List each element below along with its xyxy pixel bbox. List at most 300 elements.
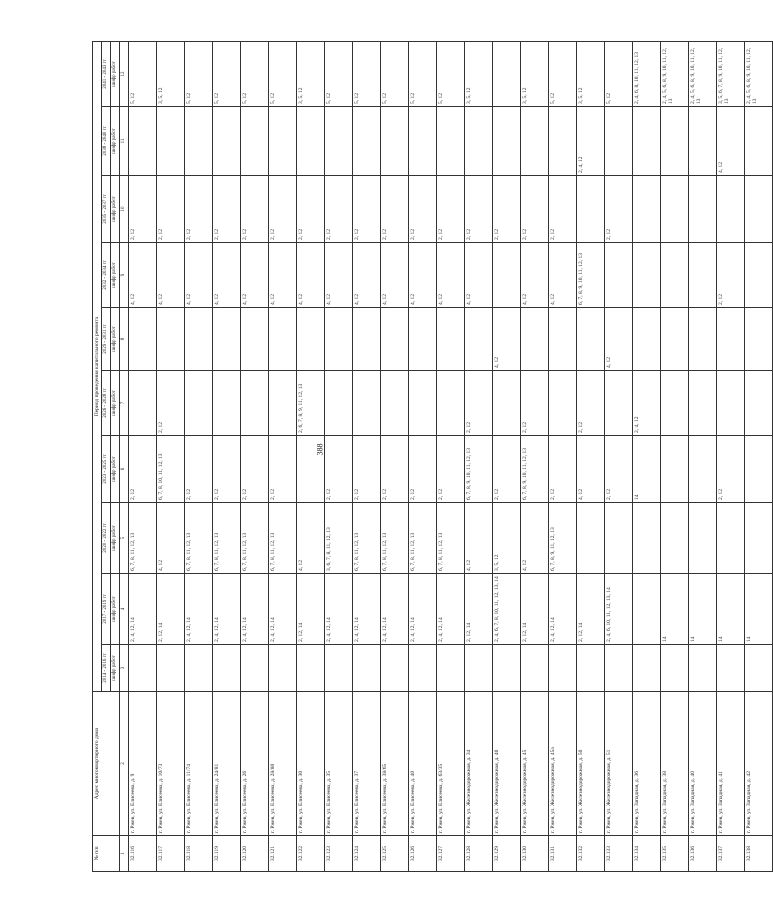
- work-codes-cell: [604, 503, 632, 574]
- work-codes-cell: [576, 308, 604, 371]
- work-codes-cell: [408, 645, 436, 692]
- work-codes-cell: 14: [632, 436, 660, 503]
- work-codes-cell: 4, 12: [184, 243, 212, 308]
- work-codes-cell: [660, 107, 688, 176]
- work-codes-cell: 6, 7, 8, 9, 10, 11, 12, 13: [576, 243, 604, 308]
- work-codes-cell: [324, 371, 352, 436]
- work-codes-cell: [268, 645, 296, 692]
- work-codes-cell: [324, 107, 352, 176]
- work-codes-cell: 2, 6, 7, 8, 9, 11, 12, 13: [296, 371, 324, 436]
- work-codes-cell: [380, 107, 408, 176]
- work-codes-cell: 4, 12: [156, 503, 184, 574]
- work-codes-cell: 2, 4, 12, 14: [184, 574, 212, 645]
- work-codes-cell: 5, 12: [128, 41, 156, 106]
- work-codes-cell: 2, 12: [184, 436, 212, 503]
- work-codes-cell: 2, 4, 6, 8, 10, 11, 12, 13: [632, 41, 660, 106]
- column-number: 7: [120, 371, 129, 436]
- row-number: 32.122: [296, 836, 324, 872]
- table-row: [576, 41, 604, 871]
- row-address: г. Ржев, ул. Елисеева, д. 28/80: [268, 692, 296, 836]
- work-codes-cell: [436, 645, 464, 692]
- row-number: 32.138: [744, 836, 772, 872]
- work-codes-cell: 3, 5, 12: [464, 41, 492, 106]
- work-codes-cell: [660, 308, 688, 371]
- row-number: 32.128: [464, 836, 492, 872]
- row-address: г. Ржев, ул. Западная, д. 40: [688, 692, 716, 836]
- work-codes-cell: [296, 107, 324, 176]
- table-body: [128, 41, 772, 871]
- work-codes-cell: [436, 308, 464, 371]
- work-codes-cell: 4, 12: [240, 243, 268, 308]
- row-address: г. Ржев, ул. Западная, д. 41: [716, 692, 744, 836]
- work-codes-cell: 2, 12: [156, 371, 184, 436]
- header-num: № п/п: [93, 836, 120, 872]
- work-codes-cell: [156, 107, 184, 176]
- header-code-label: шифр работ: [111, 574, 120, 645]
- work-codes-cell: 6, 7, 8, 9, 11, 12, 13: [548, 503, 576, 574]
- work-codes-cell: [632, 176, 660, 243]
- row-address: г. Ржев, ул. Западная, д. 36: [632, 692, 660, 836]
- work-codes-cell: 3, 5, 6, 7, 8, 9, 10, 11, 12, 13: [716, 41, 744, 106]
- work-codes-cell: [744, 308, 772, 371]
- work-codes-cell: [576, 176, 604, 243]
- header-code-label: шифр работ: [111, 436, 120, 503]
- header-code-label: шифр работ: [111, 371, 120, 436]
- work-codes-cell: 2, 12: [212, 176, 240, 243]
- row-address: г. Ржев, ул. Железнодорожная, д. 34: [464, 692, 492, 836]
- work-codes-cell: 4, 12: [548, 243, 576, 308]
- work-codes-cell: [240, 308, 268, 371]
- work-codes-cell: 5, 12: [408, 41, 436, 106]
- work-codes-cell: [548, 107, 576, 176]
- work-codes-cell: [268, 107, 296, 176]
- row-number: 32.120: [240, 836, 268, 872]
- work-codes-cell: 2, 4, 5, 6, 8, 9, 10, 11, 12, 13: [744, 41, 772, 106]
- work-codes-cell: 2, 12: [184, 176, 212, 243]
- row-number: 32.135: [660, 836, 688, 872]
- work-codes-cell: 2, 12: [492, 176, 520, 243]
- work-codes-cell: 6, 7, 8, 11, 12, 13: [436, 503, 464, 574]
- work-codes-cell: [492, 645, 520, 692]
- table-header: [93, 41, 129, 871]
- work-codes-cell: 2, 4, 12, 14: [352, 574, 380, 645]
- row-address: г. Ржев, ул. Железнодорожная, д. 40: [492, 692, 520, 836]
- work-codes-cell: 2, 12: [520, 176, 548, 243]
- work-codes-cell: [268, 371, 296, 436]
- work-codes-cell: 6, 7, 8, 11, 12, 13: [240, 503, 268, 574]
- column-number: 10: [120, 176, 129, 243]
- row-number: 32.133: [604, 836, 632, 872]
- work-codes-cell: 2, 12: [520, 371, 548, 436]
- work-codes-cell: 2, 12: [492, 436, 520, 503]
- table-row: [268, 41, 296, 871]
- work-codes-cell: 2, 12: [296, 176, 324, 243]
- work-codes-cell: 2, 12: [604, 176, 632, 243]
- row-address: г. Ржев, ул. Западная, д. 42: [744, 692, 772, 836]
- work-codes-cell: [296, 308, 324, 371]
- table-row: [324, 41, 352, 871]
- work-codes-cell: 2, 12: [352, 436, 380, 503]
- work-codes-cell: 2, 4, 5, 6, 8, 9, 10, 11, 12, 13: [660, 41, 688, 106]
- column-number: 1: [120, 836, 129, 872]
- table-row: [380, 41, 408, 871]
- table-row: [604, 41, 632, 871]
- work-codes-cell: [688, 243, 716, 308]
- work-codes-cell: [212, 371, 240, 436]
- row-number: 32.123: [324, 836, 352, 872]
- work-codes-cell: [632, 308, 660, 371]
- work-codes-cell: [632, 503, 660, 574]
- work-codes-cell: 2, 12, 14: [464, 574, 492, 645]
- table-row: [688, 41, 716, 871]
- header-code-label: шифр работ: [111, 107, 120, 176]
- row-number: 32.136: [688, 836, 716, 872]
- work-codes-cell: 3, 5, 12: [492, 503, 520, 574]
- header-year: 2023 - 2025 гг: [102, 436, 111, 503]
- row-address: г. Ржев, ул. Елисеева, д. 30: [296, 692, 324, 836]
- work-codes-cell: [660, 176, 688, 243]
- work-codes-cell: [156, 308, 184, 371]
- work-codes-cell: [716, 371, 744, 436]
- column-number: 2: [120, 692, 129, 836]
- work-codes-cell: 4, 12: [380, 243, 408, 308]
- work-codes-cell: 2, 12: [128, 436, 156, 503]
- table-row: [436, 41, 464, 871]
- work-codes-cell: [744, 371, 772, 436]
- work-codes-cell: 6, 7, 8, 10, 11, 12, 13: [156, 436, 184, 503]
- row-number: 32.137: [716, 836, 744, 872]
- work-codes-cell: [408, 308, 436, 371]
- work-codes-cell: 2, 12: [548, 176, 576, 243]
- row-address: г. Ржев, ул. Елисеева, д. 40: [408, 692, 436, 836]
- work-codes-cell: 4, 12: [296, 243, 324, 308]
- work-codes-cell: 6, 7, 8, 11, 12, 13: [268, 503, 296, 574]
- work-codes-cell: [716, 308, 744, 371]
- table-row: [520, 41, 548, 871]
- work-codes-cell: 4, 12: [520, 243, 548, 308]
- page-number: 388: [315, 443, 325, 456]
- header-period: Период проведения капитального ремонта: [93, 41, 102, 691]
- work-codes-cell: 2, 4, 12, 14: [240, 574, 268, 645]
- work-codes-cell: 3, 6, 7, 8, 11, 12, 13: [324, 503, 352, 574]
- work-codes-cell: [688, 645, 716, 692]
- capital-repair-table: [92, 41, 773, 872]
- work-codes-cell: [660, 436, 688, 503]
- row-address: г. Ржев, ул. Железнодорожная, д. 45а: [548, 692, 576, 836]
- column-number: 9: [120, 243, 129, 308]
- row-address: г. Ржев, ул. Елисеева, д. 26: [240, 692, 268, 836]
- work-codes-cell: 2, 12, 14: [296, 574, 324, 645]
- column-number: 5: [120, 503, 129, 574]
- work-codes-cell: 2, 12: [324, 436, 352, 503]
- work-codes-cell: 2, 12: [240, 436, 268, 503]
- work-codes-cell: [436, 371, 464, 436]
- work-codes-cell: 4, 12: [464, 243, 492, 308]
- work-codes-cell: 4, 12: [296, 503, 324, 574]
- row-address: г. Ржев, ул. Елисеева, д. 10/73: [156, 692, 184, 836]
- work-codes-cell: [744, 503, 772, 574]
- work-codes-cell: 4, 12: [716, 107, 744, 176]
- work-codes-cell: [688, 436, 716, 503]
- row-address: г. Ржев, ул. Западная, д. 38: [660, 692, 688, 836]
- work-codes-cell: 2, 4, 12, 14: [548, 574, 576, 645]
- work-codes-cell: 2, 12: [380, 176, 408, 243]
- row-address: г. Ржев, ул. Елисеева, д. 37: [352, 692, 380, 836]
- row-address: г. Ржев, ул. Елисеева, д. 63/35: [436, 692, 464, 836]
- work-codes-cell: [632, 107, 660, 176]
- work-codes-cell: [744, 645, 772, 692]
- header-code-label: шифр работ: [111, 176, 120, 243]
- work-codes-cell: 6, 7, 8, 11, 12, 13: [212, 503, 240, 574]
- work-codes-cell: 2, 12: [240, 176, 268, 243]
- header-code-label: шифр работ: [111, 243, 120, 308]
- work-codes-cell: 2, 12: [436, 176, 464, 243]
- work-codes-cell: [184, 371, 212, 436]
- work-codes-cell: [128, 645, 156, 692]
- work-codes-cell: [380, 308, 408, 371]
- work-codes-cell: [744, 107, 772, 176]
- work-codes-cell: 4, 12: [520, 503, 548, 574]
- work-codes-cell: [688, 176, 716, 243]
- row-address: г. Ржев, ул. Елисеева, д. 9: [128, 692, 156, 836]
- header-year: 2020 - 2022 гг: [102, 503, 111, 574]
- work-codes-cell: [744, 436, 772, 503]
- header-code-label: шифр работ: [111, 41, 120, 106]
- table-row: [184, 41, 212, 871]
- work-codes-cell: [324, 645, 352, 692]
- work-codes-cell: [520, 107, 548, 176]
- work-codes-cell: [716, 176, 744, 243]
- table-row: [492, 41, 520, 871]
- row-number: 32.131: [548, 836, 576, 872]
- row-number: 32.119: [212, 836, 240, 872]
- work-codes-cell: [296, 645, 324, 692]
- header-year: 2035 - 2037 гг: [102, 176, 111, 243]
- table-row: [128, 41, 156, 871]
- work-codes-cell: 2, 12: [268, 436, 296, 503]
- work-codes-cell: 2, 4, 12, 14: [436, 574, 464, 645]
- work-codes-cell: 2, 4, 12, 14: [408, 574, 436, 645]
- work-codes-cell: [296, 436, 324, 503]
- work-codes-cell: [492, 371, 520, 436]
- work-codes-cell: [548, 371, 576, 436]
- row-number: 32.134: [632, 836, 660, 872]
- work-codes-cell: [240, 107, 268, 176]
- header-year: 2014 - 2016 гг: [102, 645, 111, 692]
- work-codes-cell: [380, 371, 408, 436]
- work-codes-cell: [660, 503, 688, 574]
- work-codes-cell: 2, 12: [156, 176, 184, 243]
- row-number: 32.116: [128, 836, 156, 872]
- work-codes-cell: 4, 12: [436, 243, 464, 308]
- work-codes-cell: 2, 12, 14: [576, 574, 604, 645]
- row-number: 32.129: [492, 836, 520, 872]
- work-codes-cell: 6, 7, 8, 11, 12, 13: [380, 503, 408, 574]
- work-codes-cell: 6, 7, 8, 11, 12, 13: [184, 503, 212, 574]
- work-codes-cell: [212, 107, 240, 176]
- work-codes-cell: 2, 4, 12, 14: [380, 574, 408, 645]
- work-codes-cell: 2, 12: [212, 436, 240, 503]
- work-codes-cell: 2, 12: [604, 436, 632, 503]
- work-codes-cell: [604, 107, 632, 176]
- column-number: 4: [120, 574, 129, 645]
- work-codes-cell: 14: [744, 574, 772, 645]
- work-codes-cell: [464, 107, 492, 176]
- column-number: 8: [120, 308, 129, 371]
- work-codes-cell: 2, 12, 14: [520, 574, 548, 645]
- work-codes-cell: 5, 12: [548, 41, 576, 106]
- table-row: [744, 41, 772, 871]
- work-codes-cell: 2, 12: [352, 176, 380, 243]
- column-number: 3: [120, 645, 129, 692]
- work-codes-cell: 5, 12: [184, 41, 212, 106]
- work-codes-cell: [212, 308, 240, 371]
- work-codes-cell: [408, 371, 436, 436]
- work-codes-cell: 3, 5, 12: [520, 41, 548, 106]
- column-number: 11: [120, 107, 129, 176]
- header-year: 2038 - 2040 гг: [102, 107, 111, 176]
- work-codes-cell: 2, 12: [576, 371, 604, 436]
- work-codes-cell: [352, 107, 380, 176]
- header-code-label: шифр работ: [111, 308, 120, 371]
- row-number: 32.127: [436, 836, 464, 872]
- table-row: [408, 41, 436, 871]
- header-code-label: шифр работ: [111, 503, 120, 574]
- work-codes-cell: [688, 308, 716, 371]
- work-codes-cell: [240, 371, 268, 436]
- work-codes-cell: 4, 12: [352, 243, 380, 308]
- work-codes-cell: 14: [716, 574, 744, 645]
- work-codes-cell: 2, 4, 12, 14: [324, 574, 352, 645]
- work-codes-cell: 5, 12: [604, 41, 632, 106]
- work-codes-cell: 2, 12: [548, 436, 576, 503]
- work-codes-cell: 6, 7, 8, 9, 10, 11, 12, 13: [464, 436, 492, 503]
- work-codes-cell: [156, 645, 184, 692]
- table-row: [548, 41, 576, 871]
- work-codes-cell: 4, 12: [156, 243, 184, 308]
- work-codes-cell: 2, 4, 12: [576, 107, 604, 176]
- work-codes-cell: 3, 5, 12: [156, 41, 184, 106]
- row-number: 32.124: [352, 836, 380, 872]
- work-codes-cell: 2, 12: [408, 436, 436, 503]
- work-codes-cell: [492, 41, 520, 106]
- work-codes-cell: [324, 308, 352, 371]
- table-row: [716, 41, 744, 871]
- work-codes-cell: [408, 107, 436, 176]
- row-number: 32.130: [520, 836, 548, 872]
- header-year: 2041 - 2043 гг: [102, 41, 111, 106]
- work-codes-cell: [464, 308, 492, 371]
- work-codes-cell: [716, 503, 744, 574]
- row-address: г. Ржев, ул. Железнодорожная, д. 51: [604, 692, 632, 836]
- column-number: 12: [120, 41, 129, 106]
- table-row: [240, 41, 268, 871]
- row-number: 32.126: [408, 836, 436, 872]
- work-codes-cell: 14: [660, 574, 688, 645]
- work-codes-cell: 2, 4, 12, 14: [268, 574, 296, 645]
- work-codes-cell: [184, 107, 212, 176]
- work-codes-cell: [352, 308, 380, 371]
- table-row: [156, 41, 184, 871]
- header-year: 2017 - 2019 гг: [102, 574, 111, 645]
- work-codes-cell: [492, 243, 520, 308]
- work-codes-cell: [464, 645, 492, 692]
- work-codes-cell: 2, 12: [436, 436, 464, 503]
- work-codes-cell: [128, 371, 156, 436]
- work-codes-cell: [520, 308, 548, 371]
- work-codes-cell: [604, 243, 632, 308]
- work-codes-cell: [548, 308, 576, 371]
- work-codes-cell: 2, 12: [408, 176, 436, 243]
- header-year: 2032 - 2034 гг: [102, 243, 111, 308]
- work-codes-cell: 3, 5, 12: [296, 41, 324, 106]
- work-codes-cell: 3, 5, 12: [576, 41, 604, 106]
- work-codes-cell: [660, 645, 688, 692]
- work-codes-cell: [660, 371, 688, 436]
- work-codes-cell: [352, 371, 380, 436]
- work-codes-cell: 4, 12: [576, 436, 604, 503]
- work-codes-cell: 4, 12: [492, 308, 520, 371]
- work-codes-cell: [352, 645, 380, 692]
- work-codes-cell: [212, 645, 240, 692]
- table-row: [296, 41, 324, 871]
- row-address: г. Ржев, ул. Железнодорожная, д. 45: [520, 692, 548, 836]
- row-address: г. Ржев, ул. Елисеева, д. 24/81: [212, 692, 240, 836]
- table-row: [352, 41, 380, 871]
- column-number: 6: [120, 436, 129, 503]
- work-codes-cell: 2, 4, 6, 10, 11, 12, 13, 14: [604, 574, 632, 645]
- work-codes-cell: [380, 645, 408, 692]
- work-codes-cell: 5, 12: [268, 41, 296, 106]
- row-number: 32.118: [184, 836, 212, 872]
- row-address: г. Ржев, ул. Железнодорожная, д. 50: [576, 692, 604, 836]
- work-codes-cell: 6, 7, 8, 9, 10, 11, 12, 13: [520, 436, 548, 503]
- work-codes-cell: 2, 12: [128, 176, 156, 243]
- work-codes-cell: 5, 12: [436, 41, 464, 106]
- work-codes-cell: 5, 12: [352, 41, 380, 106]
- rotated-page-content: [92, 42, 758, 872]
- work-codes-cell: 2, 12: [464, 371, 492, 436]
- work-codes-cell: [436, 107, 464, 176]
- work-codes-cell: [268, 308, 296, 371]
- work-codes-cell: [660, 243, 688, 308]
- work-codes-cell: 2, 12: [716, 243, 744, 308]
- work-codes-cell: 2, 4, 5, 6, 8, 9, 10, 11, 12, 13: [688, 41, 716, 106]
- work-codes-cell: 2, 4, 12: [632, 371, 660, 436]
- work-codes-cell: 6, 7, 8, 11, 12, 13: [408, 503, 436, 574]
- work-codes-cell: [604, 645, 632, 692]
- work-codes-cell: 5, 12: [212, 41, 240, 106]
- work-codes-cell: [184, 308, 212, 371]
- work-codes-cell: [240, 645, 268, 692]
- work-codes-cell: 2, 4, 12, 14: [212, 574, 240, 645]
- work-codes-cell: [184, 645, 212, 692]
- work-codes-cell: [576, 645, 604, 692]
- work-codes-cell: [744, 243, 772, 308]
- work-codes-cell: 2, 12: [464, 176, 492, 243]
- row-number: 32.121: [268, 836, 296, 872]
- work-codes-cell: [744, 176, 772, 243]
- work-codes-cell: [688, 371, 716, 436]
- work-codes-cell: 5, 12: [240, 41, 268, 106]
- work-codes-cell: [548, 645, 576, 692]
- work-codes-cell: 6, 7, 8, 11, 12, 13: [128, 503, 156, 574]
- work-codes-cell: 2, 4, 6, 7, 8, 10, 11, 12, 13, 14: [492, 574, 520, 645]
- header-address: Адрес многоквартирного дома: [93, 692, 120, 836]
- work-codes-cell: [632, 574, 660, 645]
- table-row: [660, 41, 688, 871]
- work-codes-cell: [716, 645, 744, 692]
